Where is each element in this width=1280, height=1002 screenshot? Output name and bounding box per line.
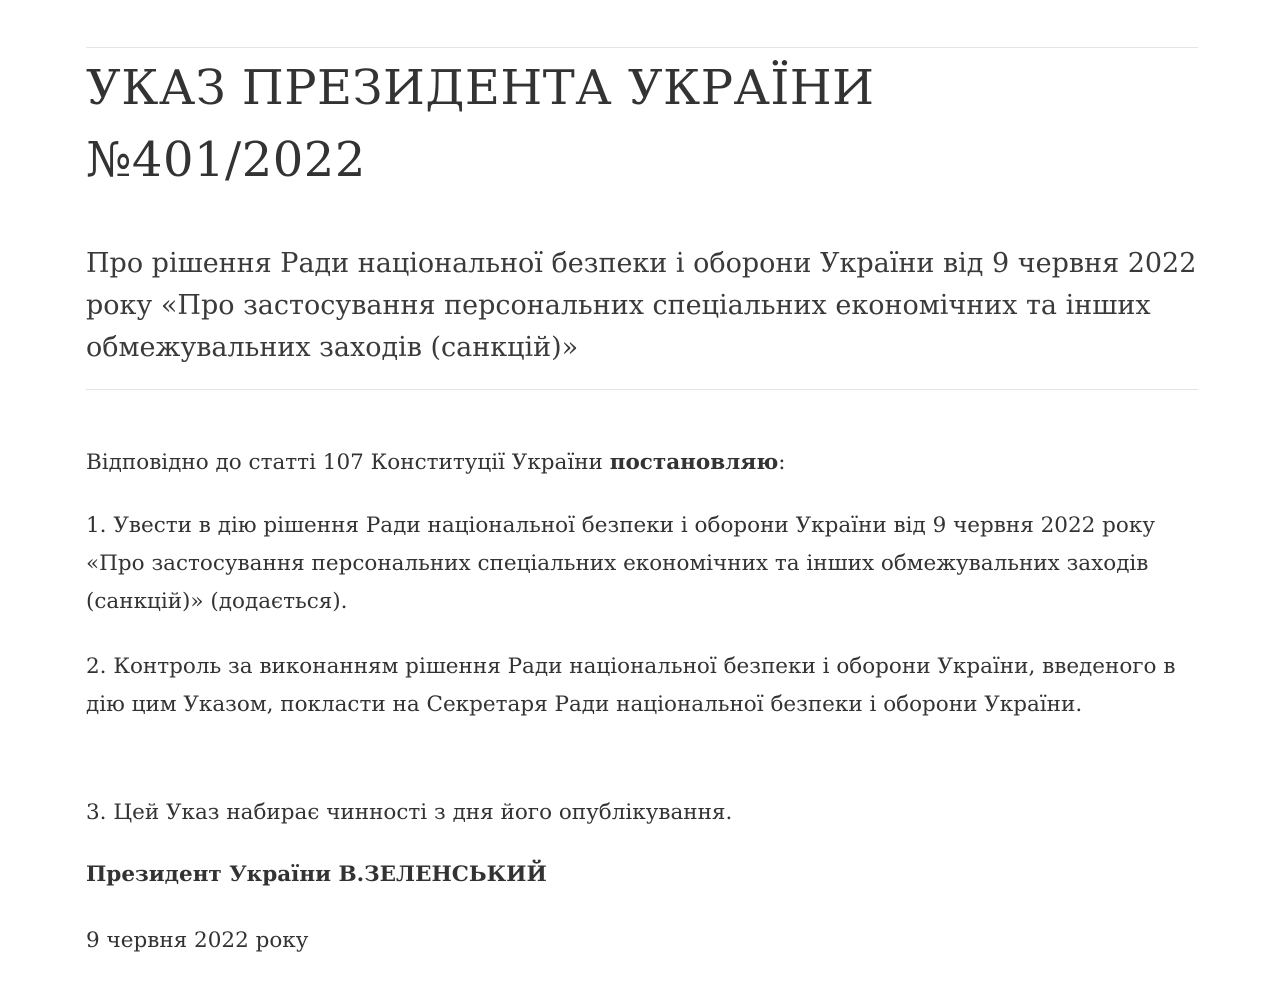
title-line-1: УКАЗ ПРЕЗИДЕНТА УКРАЇНИ [86, 60, 875, 116]
decree-date: 9 червня 2022 року [86, 928, 309, 953]
top-divider [86, 47, 1198, 48]
paragraph-2: 2. Контроль за виконанням рішення Ради національної безпеки і оборони України, введеного в дію цим Указом, покласти на Секретаря Ради національної безпеки і оборони України. [86, 654, 1176, 717]
section-divider [86, 389, 1198, 390]
intro-colon: : [778, 450, 786, 475]
paragraph-1: 1. Увести в дію рішення Ради національної безпеки і оборони України від 9 червня 2022 року «Про застосування персональних спеціальних економічних та інших обмежувальних заходів (санкцій)» (додається). [86, 513, 1155, 614]
intro-paragraph [86, 444, 1198, 482]
signature: Президент України В.ЗЕЛЕНСЬКИЙ [86, 862, 547, 887]
decree-subtitle: Про рішення Ради національної безпеки і оборони України від 9 червня 2022 року «Про застосування персональних спеціальних економічних та інших обмежувальних заходів (санкцій)» [86, 248, 1197, 363]
intro-keyword: постановляю [609, 450, 779, 475]
page-title [86, 52, 1198, 196]
decree-number: №401/2022 [86, 132, 366, 188]
intro-text: Відповідно до статті 107 Конституції України [86, 450, 610, 475]
paragraph-3: 3. Цей Указ набирає чинності з дня його опублікування. [86, 800, 733, 825]
